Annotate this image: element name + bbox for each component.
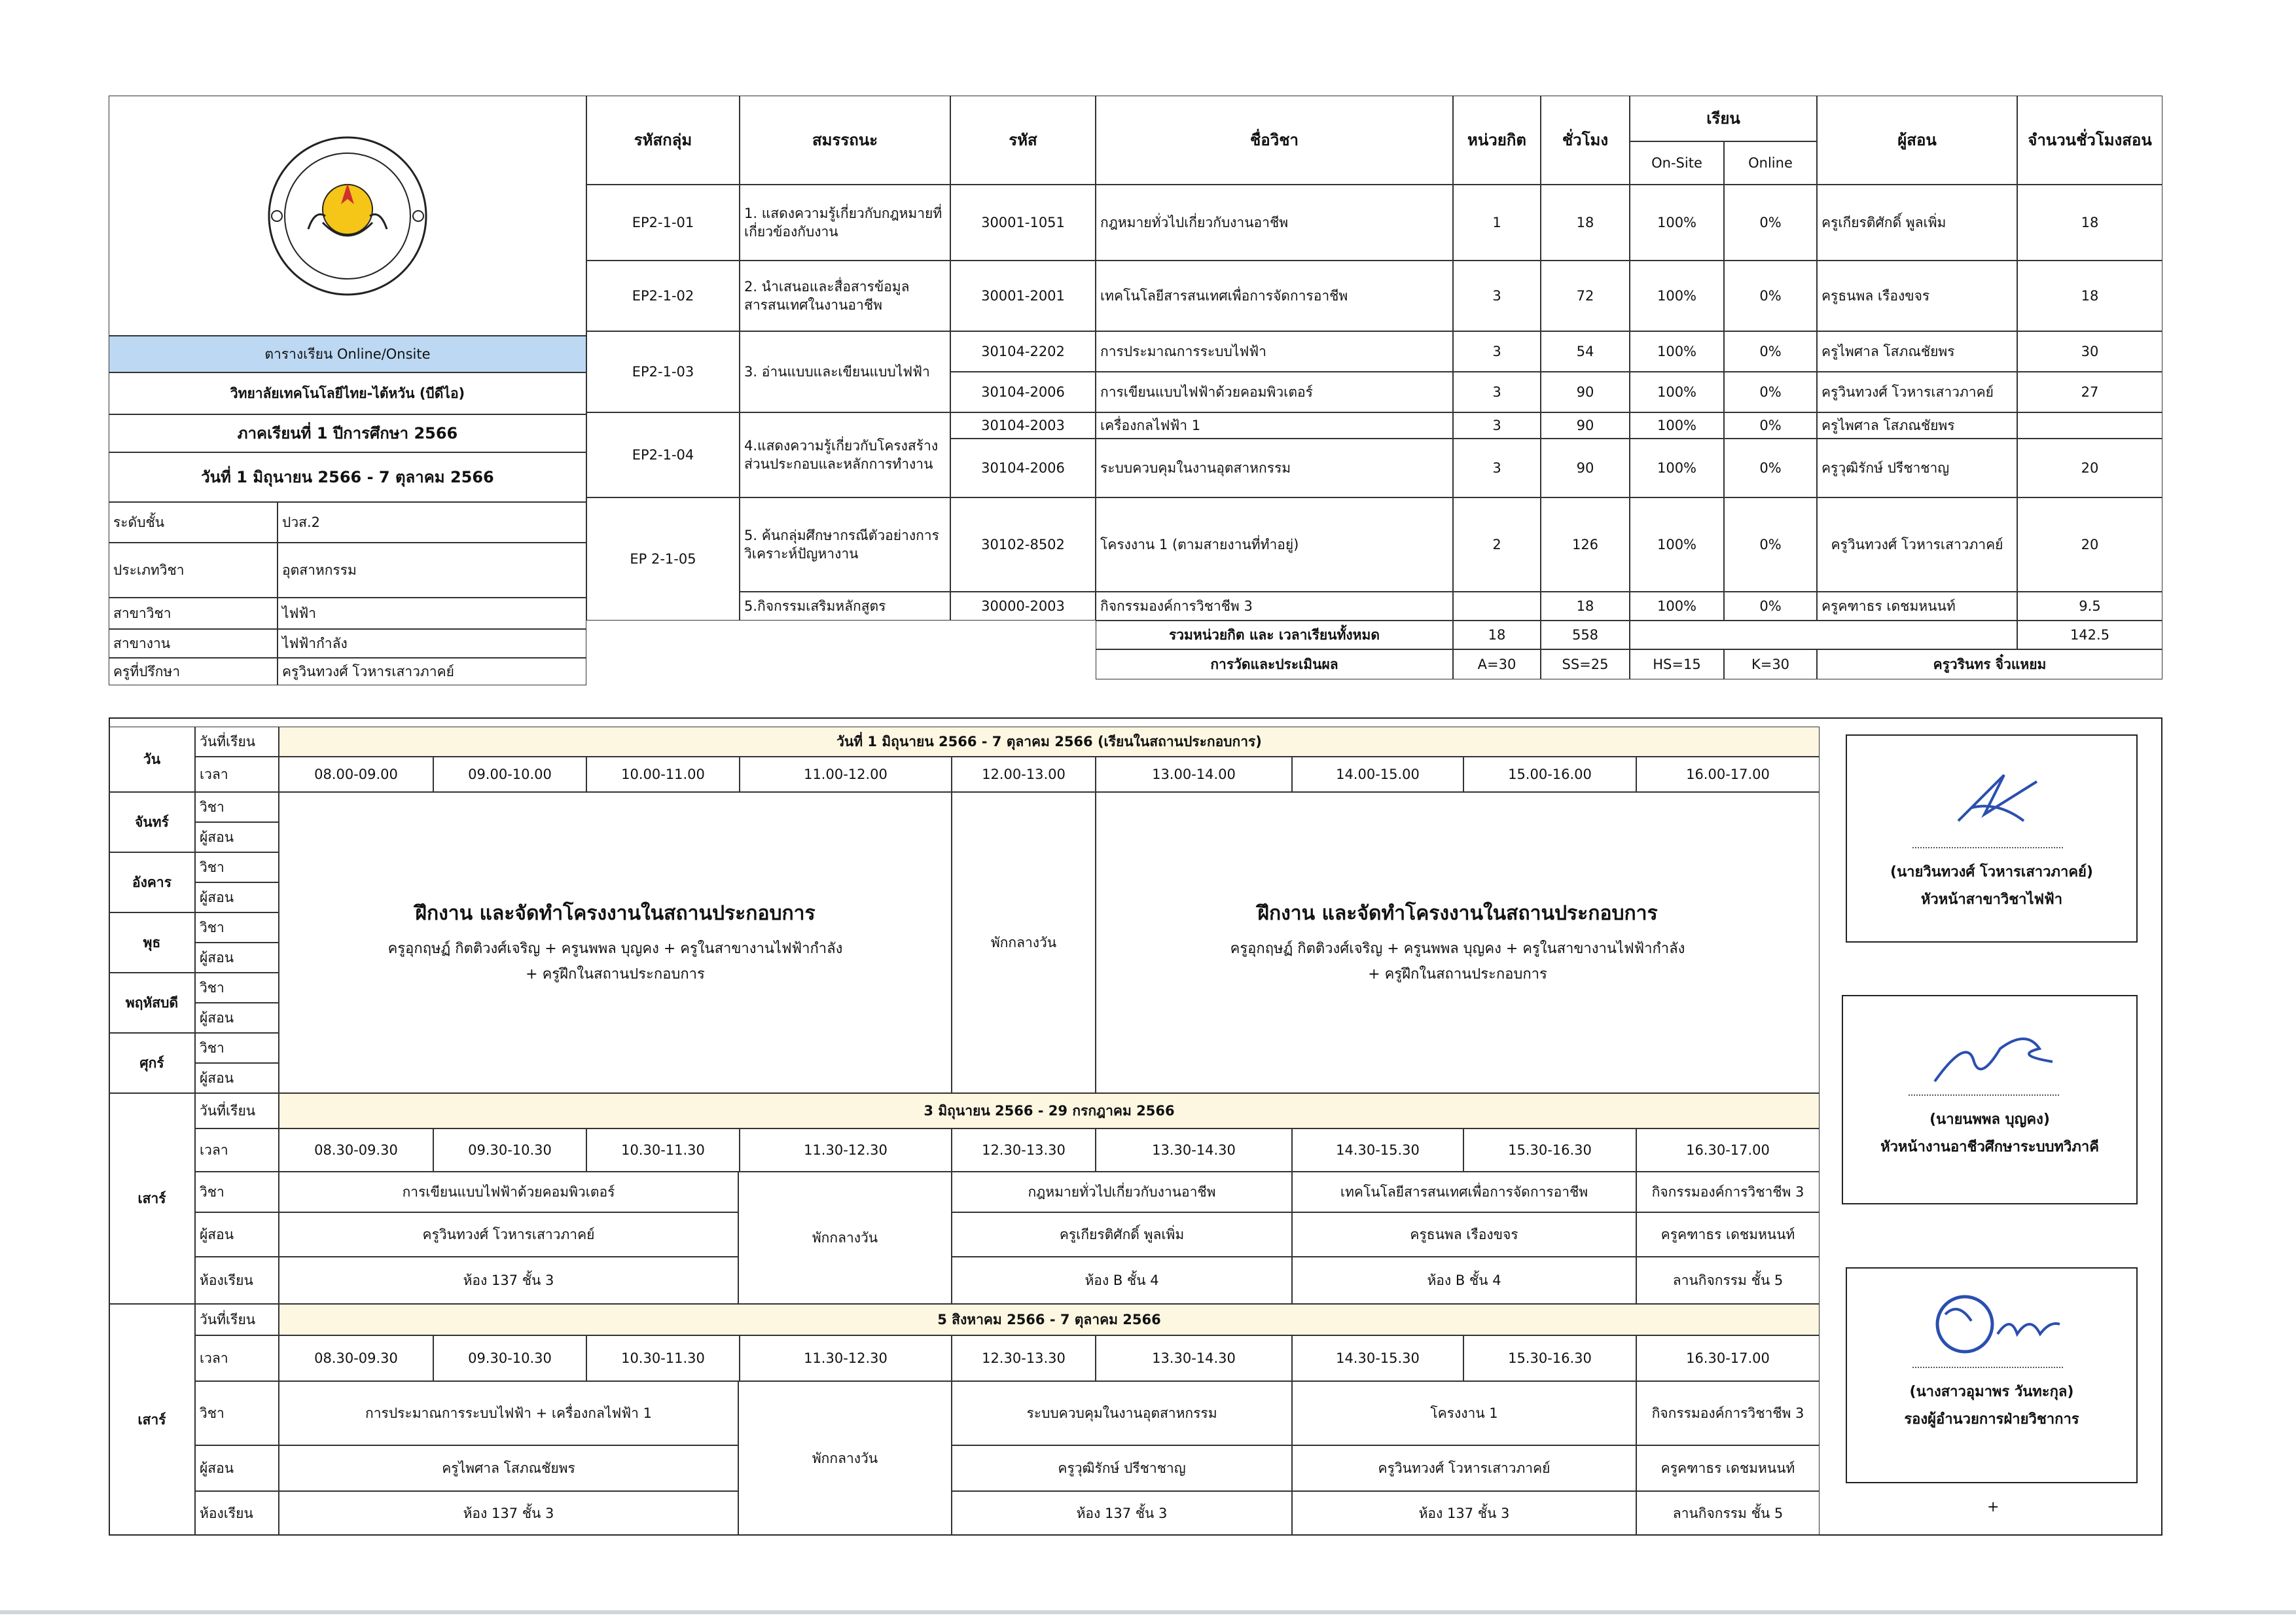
subject-8-teacher: ครูคฑาธร เดชมหนนท์ xyxy=(1817,592,2017,621)
sat1-room-d: ลานกิจกรรม ชั้น 5 xyxy=(1636,1257,1820,1304)
evaluation-hs: HS=15 xyxy=(1630,649,1724,679)
subject-5-teach-hours xyxy=(2017,412,2162,439)
sat2-subject-d: กิจกรรมองค์การวิชาชีพ 3 xyxy=(1636,1381,1820,1445)
sat2-subject-c: โครงงาน 1 xyxy=(1292,1381,1636,1445)
competency-2: 2. นำเสนอและสื่อสารข้อมูลสารสนเทศในงานอาชีพ xyxy=(740,261,950,331)
subject-8-name: กิจกรรมองค์การวิชาชีพ 3 xyxy=(1096,592,1453,621)
subject-4-code: 30104-2006 xyxy=(950,372,1096,412)
header-subject-name: ชื่อวิชา xyxy=(1096,96,1453,185)
training-block-morning xyxy=(279,792,952,1093)
signature-3-name: (นางสาวอุมาพร วันทะกุล) xyxy=(1909,1384,2074,1400)
subject-4-name: การเขียนแบบไฟฟ้าด้วยคอมพิวเตอร์ xyxy=(1096,372,1453,412)
subject-6-credits: 3 xyxy=(1453,439,1541,497)
weekday-study-date-label: วันที่เรียน xyxy=(195,727,279,757)
sat1-subject-b: กฎหมายทั่วไปเกี่ยวกับงานอาชีพ xyxy=(952,1172,1292,1212)
sat1-teacher-a: ครูวินทวงศ์ โวหารเสาวภาคย์ xyxy=(279,1212,738,1257)
subject-5-credits: 3 xyxy=(1453,412,1541,439)
subject-6-hours: 90 xyxy=(1541,439,1630,497)
group-code-1: EP2-1-01 xyxy=(586,185,740,261)
day-5-subject-label: วิชา xyxy=(195,1033,279,1063)
signature-1-title: หัวหน้าสาขาวิชาไฟฟ้า xyxy=(1920,892,2063,908)
header-code: รหัส xyxy=(950,96,1096,185)
subject-2-online: 0% xyxy=(1724,261,1817,331)
totals-teach-hours: 142.5 xyxy=(2017,621,2162,649)
info-label-field: สาขางาน xyxy=(109,629,278,658)
subject-2-name: เทคโนโลยีสารสนเทศเพื่อการจัดการอาชีพ xyxy=(1096,261,1453,331)
subject-4-online: 0% xyxy=(1724,372,1817,412)
sat1-time-label: เวลา xyxy=(195,1128,279,1172)
info-value-field: ไฟฟ้ากำลัง xyxy=(278,629,586,658)
training-line2-afternoon: + ครูฝึกในสถานประกอบการ xyxy=(1368,966,1547,983)
semester: ภาคเรียนที่ 1 ปีการศึกษา 2566 xyxy=(109,414,586,452)
sat2-subject-b: ระบบควบคุมในงานอุตสาหกรรม xyxy=(952,1381,1292,1445)
training-line2-morning: + ครูฝึกในสถานประกอบการ xyxy=(526,966,705,983)
signature-2-name: (นายนพพล บุญคง) xyxy=(1929,1111,2050,1128)
header-credits: หน่วยกิต xyxy=(1453,96,1541,185)
subject-7-hours: 126 xyxy=(1541,497,1630,592)
header-competency: สมรรถนะ xyxy=(740,96,950,185)
sat2-teacher-c: ครูวินทวงศ์ โวหารเสาวภาคย์ xyxy=(1292,1445,1636,1491)
subject-3-teach-hours: 30 xyxy=(2017,331,2162,372)
sat2-time-slot-3: 10.30-11.30 xyxy=(586,1335,740,1381)
subject-4-credits: 3 xyxy=(1453,372,1541,412)
weekday-range: วันที่ 1 มิถุนายน 2566 - 7 ตุลาคม 2566 (เรียนในสถานประกอบการ) xyxy=(279,727,1820,757)
weekday-time-slot-8: 15.00-16.00 xyxy=(1463,757,1636,792)
day-1: จันทร์ xyxy=(109,792,195,852)
weekday-time-slot-9: 16.00-17.00 xyxy=(1636,757,1820,792)
logo-cell xyxy=(109,96,586,336)
saturday-2-label: เสาร์ xyxy=(109,1304,195,1536)
subject-8-credits xyxy=(1453,592,1541,621)
sat1-teacher-label: ผู้สอน xyxy=(195,1212,279,1257)
sat1-room-c: ห้อง B ชั้น 4 xyxy=(1292,1257,1636,1304)
subject-1-teacher: ครูเกียรติศักดิ์ พูลเพิ่ม xyxy=(1817,185,2017,261)
subject-5-online: 0% xyxy=(1724,412,1817,439)
subject-7-online: 0% xyxy=(1724,497,1817,592)
saturday-1-label: เสาร์ xyxy=(109,1093,195,1304)
weekday-time-slot-6: 13.00-14.00 xyxy=(1096,757,1292,792)
subject-7-teach-hours: 20 xyxy=(2017,497,2162,592)
subject-3-teacher: ครูไพศาล โสภณชัยพร xyxy=(1817,331,2017,372)
day-3: พุธ xyxy=(109,912,195,973)
sat1-lunch: พักกลางวัน xyxy=(738,1172,952,1304)
competency-5: 5. ค้นกลุ่มศึกษากรณีตัวอย่างการวิเคราะห์ปัญหางาน xyxy=(740,497,950,592)
subject-6-online: 0% xyxy=(1724,439,1817,497)
competency-1: 1. แสดงความรู้เกี่ยวกับกฎหมายที่เกี่ยวข้องกับงาน xyxy=(740,185,950,261)
subject-3-onsite: 100% xyxy=(1630,331,1724,372)
weekday-time-slot-1: 08.00-09.00 xyxy=(279,757,433,792)
sat1-study-date-label: วันที่เรียน xyxy=(195,1093,279,1128)
subject-1-teach-hours: 18 xyxy=(2017,185,2162,261)
weekday-time-slot-2: 09.00-10.00 xyxy=(433,757,586,792)
subject-5-hours: 90 xyxy=(1541,412,1630,439)
subject-4-hours: 90 xyxy=(1541,372,1630,412)
schedule-title: ตารางเรียน Online/Onsite xyxy=(109,336,586,372)
sat1-teacher-b: ครูเกียรติศักดิ์ พูลเพิ่ม xyxy=(952,1212,1292,1257)
totals-credits: 18 xyxy=(1453,621,1541,649)
sat2-time-slot-6: 13.30-14.30 xyxy=(1096,1335,1292,1381)
subject-3-code: 30104-2202 xyxy=(950,331,1096,372)
sat1-subject-d: กิจกรรมองค์การวิชาชีพ 3 xyxy=(1636,1172,1820,1212)
footnote-mark: + xyxy=(1987,1499,2000,1515)
evaluation-k: K=30 xyxy=(1724,649,1817,679)
sat2-subject-label: วิชา xyxy=(195,1381,279,1445)
signature-1-icon xyxy=(1945,762,2050,834)
weekday-time-slot-5: 12.00-13.00 xyxy=(952,757,1096,792)
sat1-time-slot-1: 08.30-09.30 xyxy=(279,1128,433,1172)
weekday-time-slot-4: 11.00-12.00 xyxy=(740,757,952,792)
info-value-level: ปวส.2 xyxy=(278,502,586,543)
sat1-time-slot-4: 11.30-12.30 xyxy=(740,1128,952,1172)
sat1-range: 3 มิถุนายน 2566 - 29 กรกฎาคม 2566 xyxy=(279,1093,1820,1128)
subject-2-hours: 72 xyxy=(1541,261,1630,331)
day-5-teacher-label: ผู้สอน xyxy=(195,1063,279,1093)
sat2-teacher-b: ครูวุฒิรักษ์ ปรีชาชาญ xyxy=(952,1445,1292,1491)
subject-8-hours: 18 xyxy=(1541,592,1630,621)
subject-8-onsite: 100% xyxy=(1630,592,1724,621)
subject-5-teacher: ครูไพศาล โสภณชัยพร xyxy=(1817,412,2017,439)
sat1-subject-c: เทคโนโลยีสารสนเทศเพื่อการจัดการอาชีพ xyxy=(1292,1172,1636,1212)
day-4-subject-label: วิชา xyxy=(195,973,279,1003)
sat1-time-slot-9: 16.30-17.00 xyxy=(1636,1128,1820,1172)
subject-1-onsite: 100% xyxy=(1630,185,1724,261)
signature-3-title: รองผู้อำนวยการฝ่ายวิชาการ xyxy=(1904,1411,2079,1428)
subject-2-onsite: 100% xyxy=(1630,261,1724,331)
subject-6-teach-hours: 20 xyxy=(2017,439,2162,497)
sat1-room-label: ห้องเรียน xyxy=(195,1257,279,1304)
date-range: วันที่ 1 มิถุนายน 2566 - 7 ตุลาคม 2566 xyxy=(109,452,586,502)
day-4-teacher-label: ผู้สอน xyxy=(195,1003,279,1033)
subject-6-onsite: 100% xyxy=(1630,439,1724,497)
sat1-room-a: ห้อง 137 ชั้น 3 xyxy=(279,1257,738,1304)
header-group-code: รหัสกลุ่ม xyxy=(586,96,740,185)
group-code-2: EP2-1-02 xyxy=(586,261,740,331)
subject-3-hours: 54 xyxy=(1541,331,1630,372)
sat2-time-slot-2: 09.30-10.30 xyxy=(433,1335,586,1381)
subject-6-name: ระบบควบคุมในงานอุตสาหกรรม xyxy=(1096,439,1453,497)
weekday-time-slot-7: 14.00-15.00 xyxy=(1292,757,1463,792)
subject-1-hours: 18 xyxy=(1541,185,1630,261)
subject-7-name: โครงงาน 1 (ตามสายงานที่ทำอยู่) xyxy=(1096,497,1453,592)
evaluation-a: A=30 xyxy=(1453,649,1541,679)
header-onsite: On-Site xyxy=(1630,141,1724,185)
info-value-advisor: ครูวินทวงศ์ โวหารเสาวภาคย์ xyxy=(278,658,586,685)
training-line1-afternoon: ครูอุกฤษฏ์ กิตติวงศ์เจริญ + ครูนพพล บุญคง + ครูในสาขางานไฟฟ้ากำลัง xyxy=(1230,940,1685,957)
day-3-teacher-label: ผู้สอน xyxy=(195,943,279,973)
sat1-time-slot-2: 09.30-10.30 xyxy=(433,1128,586,1172)
weekday-time-label: เวลา xyxy=(195,757,279,792)
signature-box-1 xyxy=(1846,734,2138,943)
sat2-time-label: เวลา xyxy=(195,1335,279,1381)
evaluation-teacher: ครูวรินทร จิ๋วแหยม xyxy=(1817,649,2162,679)
subject-7-credits: 2 xyxy=(1453,497,1541,592)
sat2-teacher-label: ผู้สอน xyxy=(195,1445,279,1491)
signature-3-icon xyxy=(1926,1288,2070,1360)
sat2-time-slot-7: 14.30-15.30 xyxy=(1292,1335,1463,1381)
subject-6-teacher: ครูวุฒิรักษ์ ปรีชาชาญ xyxy=(1817,439,2017,497)
sat1-room-b: ห้อง B ชั้น 4 xyxy=(952,1257,1292,1304)
subject-2-teach-hours: 18 xyxy=(2017,261,2162,331)
sat2-room-a: ห้อง 137 ชั้น 3 xyxy=(279,1491,738,1536)
training-line1-morning: ครูอุกฤษฏ์ กิตติวงศ์เจริญ + ครูนพพล บุญคง + ครูในสาขางานไฟฟ้ากำลัง xyxy=(387,940,843,957)
subject-3-credits: 3 xyxy=(1453,331,1541,372)
sat2-time-slot-9: 16.30-17.00 xyxy=(1636,1335,1820,1381)
header-teaching-hours: จำนวนชั่วโมงสอน xyxy=(2017,96,2162,185)
subject-2-teacher: ครูธนพล เรืองขจร xyxy=(1817,261,2017,331)
sat2-room-b: ห้อง 137 ชั้น 3 xyxy=(952,1491,1292,1536)
group-code-4: EP2-1-04 xyxy=(586,412,740,497)
sat2-time-slot-1: 08.30-09.30 xyxy=(279,1335,433,1381)
subject-4-teacher: ครูวินทวงศ์ โวหารเสาวภาคย์ xyxy=(1817,372,2017,412)
training-title-morning: ฝึกงาน และจัดทำโครงงานในสถานประกอบการ xyxy=(415,902,816,926)
subject-8-code: 30000-2003 xyxy=(950,592,1096,621)
signature-2-title: หัวหน้างานอาชีวศึกษาระบบทวิภาคี xyxy=(1880,1139,2099,1155)
day-5: ศุกร์ xyxy=(109,1033,195,1093)
day-2: อังคาร xyxy=(109,852,195,912)
day-4: พฤหัสบดี xyxy=(109,973,195,1033)
sat2-time-slot-5: 12.30-13.30 xyxy=(952,1335,1096,1381)
totals-hours: 558 xyxy=(1541,621,1630,649)
info-label-type: ประเภทวิชา xyxy=(109,543,278,598)
sat1-time-slot-3: 10.30-11.30 xyxy=(586,1128,740,1172)
evaluation-label: การวัดและประเมินผล xyxy=(1096,649,1453,679)
group-code-3: EP2-1-03 xyxy=(586,331,740,412)
info-label-level: ระดับชั้น xyxy=(109,502,278,543)
totals-label: รวมหน่วยกิต และ เวลาเรียนทั้งหมด xyxy=(1096,621,1453,649)
subject-2-code: 30001-2001 xyxy=(950,261,1096,331)
subject-7-onsite: 100% xyxy=(1630,497,1724,592)
sat1-subject-a: การเขียนแบบไฟฟ้าด้วยคอมพิวเตอร์ xyxy=(279,1172,738,1212)
sat1-teacher-c: ครูธนพล เรืองขจร xyxy=(1292,1212,1636,1257)
totals-blank xyxy=(1630,621,2017,649)
subject-1-online: 0% xyxy=(1724,185,1817,261)
signature-1-name: (นายวินทวงศ์ โวหารเสาวภาคย์) xyxy=(1890,864,2093,880)
sat2-room-label: ห้องเรียน xyxy=(195,1491,279,1536)
sat1-teacher-d: ครูคฑาธร เดชมหนนท์ xyxy=(1636,1212,1820,1257)
training-title-afternoon: ฝึกงาน และจัดทำโครงงานในสถานประกอบการ xyxy=(1257,902,1658,926)
sat2-study-date-label: วันที่เรียน xyxy=(195,1304,279,1335)
sat2-lunch: พักกลางวัน xyxy=(738,1381,952,1536)
competency-4: 4.แสดงความรู้เกี่ยวกับโครงสร้างส่วนประกอบและหลักการทำงาน xyxy=(740,412,950,497)
info-value-type: อุตสาหกรรม xyxy=(278,543,586,598)
competency-6: 5.กิจกรรมเสริมหลักสูตร xyxy=(740,592,950,621)
page-edge xyxy=(0,1610,2296,1614)
subject-5-name: เครื่องกลไฟฟ้า 1 xyxy=(1096,412,1453,439)
info-label-advisor: ครูที่ปรึกษา xyxy=(109,658,278,685)
sat2-time-slot-8: 15.30-16.30 xyxy=(1463,1335,1636,1381)
subject-5-code: 30104-2003 xyxy=(950,412,1096,439)
subject-6-code: 30104-2006 xyxy=(950,439,1096,497)
day-2-teacher-label: ผู้สอน xyxy=(195,882,279,912)
subject-3-online: 0% xyxy=(1724,331,1817,372)
subject-3-name: การประมาณการระบบไฟฟ้า xyxy=(1096,331,1453,372)
subject-1-name: กฎหมายทั่วไปเกี่ยวกับงานอาชีพ xyxy=(1096,185,1453,261)
subject-7-teacher: ครูวินทวงศ์ โวหารเสาวภาคย์ xyxy=(1817,497,2017,592)
sat2-time-slot-4: 11.30-12.30 xyxy=(740,1335,952,1381)
day-1-subject-label: วิชา xyxy=(195,792,279,822)
weekday-lunch: พักกลางวัน xyxy=(952,792,1096,1093)
sat2-room-c: ห้อง 137 ชั้น 3 xyxy=(1292,1491,1636,1536)
sat2-subject-a: การประมาณการระบบไฟฟ้า + เครื่องกลไฟฟ้า 1 xyxy=(279,1381,738,1445)
info-label-major: สาขาวิชา xyxy=(109,598,278,629)
day-3-subject-label: วิชา xyxy=(195,912,279,943)
subject-7-code: 30102-8502 xyxy=(950,497,1096,592)
subject-2-credits: 3 xyxy=(1453,261,1541,331)
sat1-time-slot-5: 12.30-13.30 xyxy=(952,1128,1096,1172)
day-1-teacher-label: ผู้สอน xyxy=(195,822,279,852)
weekday-time-slot-3: 10.00-11.00 xyxy=(586,757,740,792)
sat1-time-slot-7: 14.30-15.30 xyxy=(1292,1128,1463,1172)
group-code-5: EP 2-1-05 xyxy=(586,497,740,621)
subject-8-teach-hours: 9.5 xyxy=(2017,592,2162,621)
subject-1-credits: 1 xyxy=(1453,185,1541,261)
subject-1-code: 30001-1051 xyxy=(950,185,1096,261)
evaluation-ss: SS=25 xyxy=(1541,649,1630,679)
sat1-time-slot-6: 13.30-14.30 xyxy=(1096,1128,1292,1172)
header-hours: ชั่วโมง xyxy=(1541,96,1630,185)
subject-5-onsite: 100% xyxy=(1630,412,1724,439)
subject-4-teach-hours: 27 xyxy=(2017,372,2162,412)
training-block-afternoon xyxy=(1096,792,1820,1093)
header-study: เรียน xyxy=(1630,96,1817,141)
sat2-teacher-d: ครูคฑาธร เดชมหนนท์ xyxy=(1636,1445,1820,1491)
signature-2-icon xyxy=(1928,1022,2059,1088)
subject-4-onsite: 100% xyxy=(1630,372,1724,412)
header-online: Online xyxy=(1724,141,1817,185)
sat2-range: 5 สิงหาคม 2566 - 7 ตุลาคม 2566 xyxy=(279,1304,1820,1335)
subject-8-online: 0% xyxy=(1724,592,1817,621)
sat2-room-d: ลานกิจกรรม ชั้น 5 xyxy=(1636,1491,1820,1536)
sat1-time-slot-8: 15.30-16.30 xyxy=(1463,1128,1636,1172)
day-2-subject-label: วิชา xyxy=(195,852,279,882)
header-teacher: ผู้สอน xyxy=(1817,96,2017,185)
competency-3: 3. อ่านแบบและเขียนแบบไฟฟ้า xyxy=(740,331,950,412)
day-header: วัน xyxy=(109,727,195,792)
signature-box-2 xyxy=(1842,995,2138,1204)
info-value-major: ไฟฟ้า xyxy=(278,598,586,629)
college-seal-icon xyxy=(262,131,433,301)
sat2-teacher-a: ครูไพศาล โสภณชัยพร xyxy=(279,1445,738,1491)
college-name: วิทยาลัยเทคโนโลยีไทย-ไต้หวัน (บีดีไอ) xyxy=(109,372,586,414)
signature-box-3 xyxy=(1846,1267,2138,1483)
sat1-subject-label: วิชา xyxy=(195,1172,279,1212)
